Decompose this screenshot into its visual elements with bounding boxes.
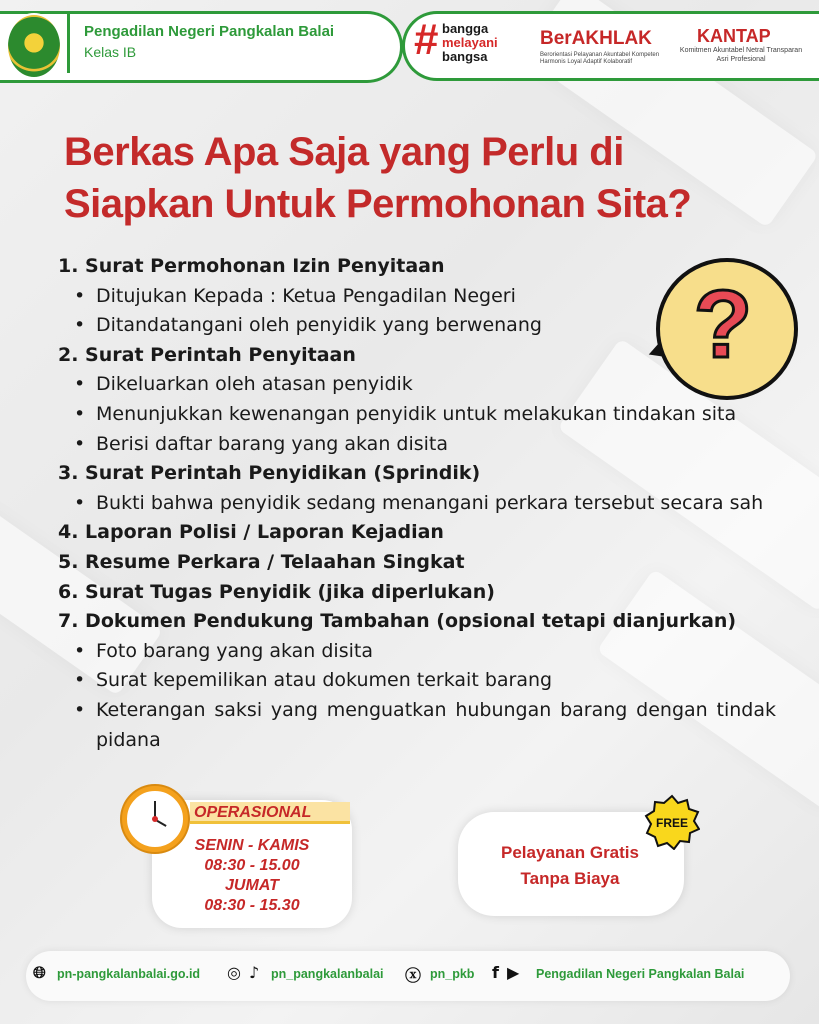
title-line: Siapkan Untuk Permohonan Sita? <box>64 182 692 226</box>
berakhlak-logo: BerAKHLAK <box>540 28 652 49</box>
list-item: 5. Resume Perkara / Telaahan Singkat <box>58 550 465 573</box>
header-divider <box>67 13 70 73</box>
page-title <box>64 126 764 230</box>
instagram-link[interactable]: pn_pangkalanbalai <box>271 967 384 981</box>
free-badge-label: FREE <box>655 816 689 830</box>
list-subitem: • Berisi daftar barang yang akan disita <box>58 430 776 460</box>
list-subitem: • Foto barang yang akan disita <box>58 637 776 667</box>
operational-label: OPERASIONAL <box>190 802 350 824</box>
website-link[interactable]: pn-pangkalanbalai.go.id <box>57 967 201 981</box>
youtube-icon: ▶ <box>507 963 520 982</box>
list-subitem: • Ditujukan Kepada : Ketua Pengadilan Negeri <box>58 282 776 312</box>
bangga-melayani-bangsa-logo <box>442 22 498 64</box>
title-line: Berkas Apa Saja yang Perlu di <box>64 130 624 174</box>
list-subitem: • Dikeluarkan oleh atasan penyidik <box>58 370 776 400</box>
court-class: Kelas IB <box>84 44 137 60</box>
list-subitem: • Keterangan saksi yang menguatkan hubungan barang dengan tindak pidana <box>58 696 776 755</box>
tiktok-icon: ♪ <box>249 963 260 982</box>
operational-hours <box>162 836 342 916</box>
berakhlak-subtitle: Berorientasi Pelayanan Akuntabel Kompeten Harmonis Loyal Adaptif Kolaboratif <box>540 52 660 65</box>
list-subitem: • Ditandatangani oleh penyidik yang berwenang <box>58 311 776 341</box>
hours-label: 08:30 - 15.30 <box>204 897 300 914</box>
list-item: 1. Surat Permohonan Izin Penyitaan <box>58 255 445 277</box>
list-subitem: • Surat kepemilikan atau dokumen terkait barang <box>58 666 776 696</box>
days-label: SENIN - KAMIS <box>194 837 310 854</box>
x-icon: ⓧ <box>405 966 422 985</box>
facebook-link[interactable]: Pengadilan Negeri Pangkalan Balai <box>536 967 745 981</box>
instagram-icon: ◎ <box>227 963 241 982</box>
facebook-icon: f <box>492 963 499 982</box>
hashtag-logo: # <box>414 15 439 64</box>
question-mark-icon: ? <box>693 271 753 378</box>
globe-icon: 🌐︎ <box>33 963 46 982</box>
court-name: Pengadilan Negeri Pangkalan Balai <box>84 23 335 40</box>
x-link[interactable]: pn_pkb <box>430 967 475 981</box>
list-item: 2. Surat Perintah Penyitaan <box>58 343 356 366</box>
kantap-subtitle: Komitmen Akuntabel Netral Transparan Asri Profesional <box>679 47 803 63</box>
list-item: 7. Dokumen Pendukung Tambahan (opsional tetapi dianjurkan) <box>58 610 737 633</box>
document-list <box>58 252 776 755</box>
free-line: Pelayanan Gratis <box>501 843 639 862</box>
slogan-line: bangsa <box>442 49 488 64</box>
list-subitem: • Menunjukkan kewenangan penyidik untuk melakukan tindakan sita <box>58 400 776 430</box>
hours-label: 08:30 - 15.00 <box>204 857 300 874</box>
court-logo <box>6 13 62 79</box>
kantap-logo: KANTAP <box>697 26 771 46</box>
free-service-text <box>470 840 670 892</box>
days-label: JUMAT <box>225 877 279 894</box>
list-item: 3. Surat Perintah Penyidikan (Sprindik) <box>58 462 481 485</box>
list-item: 4. Laporan Polisi / Laporan Kejadian <box>58 521 444 544</box>
slogan-line: melayani <box>442 35 498 50</box>
list-subitem: • Bukti bahwa penyidik sedang menangani perkara tersebut secara sah <box>58 489 776 519</box>
free-line: Tanpa Biaya <box>520 869 620 888</box>
slogan-line: bangga <box>442 21 489 36</box>
free-badge-icon <box>644 794 700 850</box>
list-item: 6. Surat Tugas Penyidik (jika diperlukan) <box>58 580 495 603</box>
